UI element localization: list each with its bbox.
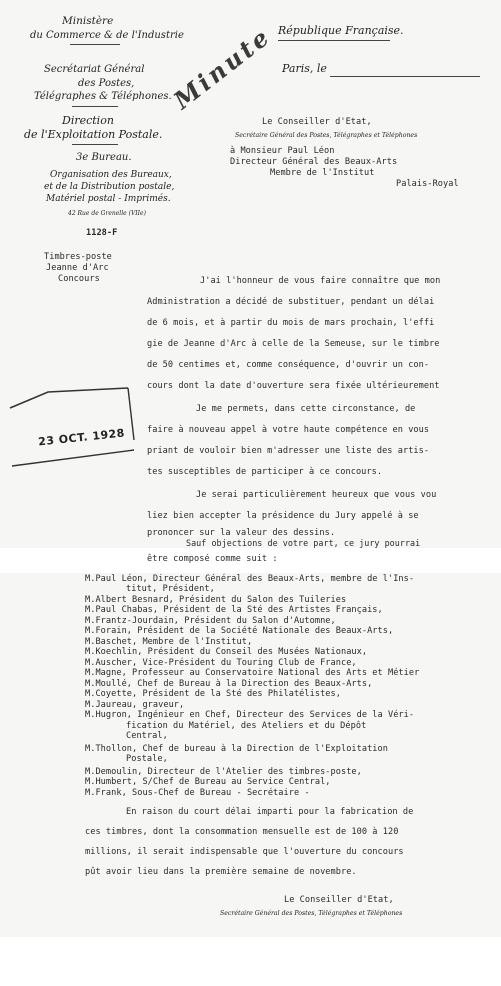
jury-line: M.Auscher, Vice-Président du Touring Club de France, [85, 658, 357, 668]
jury-line: M.Albert Besnard, Président du Salon des Tuileries [85, 595, 347, 605]
ministry-line-1: Ministère [62, 15, 114, 27]
jury-line: M.Magne, Professeur au Conservatoire National des Arts et Métier [85, 668, 420, 678]
jury-line: M.Coyette, Président de la Sté des Philatélistes, [85, 689, 341, 699]
body-line: liez bien accepter la présidence du Jury appelé à se [147, 511, 419, 521]
body-line: tes susceptibles de participer à ce concours. [147, 467, 383, 477]
recipient-line-1: à Monsieur Paul Léon [230, 146, 335, 156]
subject-line-2: Jeanne d'Arc [46, 263, 109, 273]
jury-line: M.Forain, Président de la Société Nationale des Beaux-Arts, [85, 626, 394, 636]
body-line: être composé comme suit : [147, 554, 278, 564]
recipient-line-3: Membre de l'Institut [270, 168, 375, 178]
body-line: gie de Jeanne d'Arc à celle de la Semeuse, sur le timbre [147, 339, 440, 349]
received-date-text: 23 OCT. 1928 [37, 426, 126, 449]
subject-line-3: Concours [58, 274, 100, 284]
minute-stamp: Minute [168, 21, 277, 115]
jury-line: M.Frank, Sous-Chef de Bureau - Secrétaire - [85, 788, 310, 798]
body-line: de 50 centimes et, comme conséquence, d'ouvrir un con- [147, 360, 430, 370]
organisation-line-1: Organisation des Bureaux, [50, 170, 172, 180]
jury-line: M.Koechlin, Président du Conseil des Musées Nationaux, [85, 647, 368, 657]
jury-line: M.Thollon, Chef de bureau à la Direction de l'Exploitation [85, 744, 388, 754]
secretariat-line-3: Télégraphes & Téléphones. [34, 91, 172, 102]
jury-line: M.Moullé, Chef de Bureau à la Direction des Beaux-Arts, [85, 679, 373, 689]
republic-header: République Française. [278, 24, 404, 37]
jury-line: M.Baschet, Membre de l'Institut, [85, 637, 253, 647]
signature-title: Secrétaire Général des Postes, Télégraphes et Téléphones [220, 910, 403, 917]
closing-line: pût avoir lieu dans la première semaine de novembre. [85, 867, 357, 877]
sender-office: Secrétaire Général des Postes, Télégraphes et Téléphones [235, 132, 418, 139]
place-date-label: Paris, le [282, 62, 327, 75]
jury-line: Central, [126, 731, 168, 741]
closing-line: millions, il serait indispensable que l'ouverture du concours [85, 847, 404, 857]
letter-page-2 [0, 573, 501, 937]
closing-line: En raison du court délai imparti pour la fabrication de [126, 807, 414, 817]
address-note: 42 Rue de Grenelle (VIIe) [68, 210, 146, 217]
secretariat-line-1: Secrétariat Général [44, 64, 145, 75]
date-line [330, 76, 480, 77]
organisation-line-3: Matériel postal - Imprimés. [46, 194, 171, 204]
body-line: priant de vouloir bien m'adresser une liste des artis- [147, 446, 430, 456]
body-line: Sauf objections de votre part, ce jury pourrai [186, 538, 421, 548]
jury-line: M.Frantz-Jourdain, Président du Salon d'Automne, [85, 616, 336, 626]
signature: Le Conseiller d'Etat, [284, 895, 394, 905]
divider [72, 106, 118, 107]
secretariat-line-2: des Postes, [78, 78, 135, 89]
subject-line-1: Timbres-poste [44, 252, 112, 262]
direction-line-1: Direction [62, 114, 114, 127]
jury-line: M.Hugron, Ingénieur en Chef, Directeur des Services de la Véri- [85, 710, 415, 720]
bureau-label: 3e Bureau. [76, 152, 132, 163]
body-line: faire à nouveau appel à votre haute compétence en vous [147, 425, 430, 435]
body-line: Administration a décidé de substituer, pendant un délai [147, 297, 435, 307]
jury-line: Postale, [126, 754, 168, 764]
divider [70, 44, 120, 45]
organisation-line-2: et de la Distribution postale, [44, 182, 175, 192]
body-line: cours dont la date d'ouverture sera fixée ultérieurement [147, 381, 440, 391]
recipient-line-2: Directeur Général des Beaux-Arts [230, 157, 398, 167]
ministry-line-2: du Commerce & de l'Industrie [30, 30, 184, 41]
divider [72, 144, 118, 145]
jury-line: M.Paul Chabas, Président de la Sté des Artistes Français, [85, 605, 383, 615]
jury-line: M.Jaureau, graveur, [85, 700, 185, 710]
direction-line-2: de l'Exploitation Postale. [24, 128, 163, 141]
closing-line: ces timbres, dont la consommation mensuelle est de 100 à 120 [85, 827, 399, 837]
body-line: Je me permets, dans cette circonstance, de [196, 404, 416, 414]
body-line: Je serai particulièrement heureux que vous vou [196, 490, 437, 500]
sender-title: Le Conseiller d'Etat, [262, 117, 372, 127]
divider [278, 40, 390, 41]
reference-number: 1128-F [86, 228, 118, 238]
jury-line: titut, Président, [126, 584, 215, 594]
body-line: prononcer sur la valeur des dessins. [147, 528, 336, 538]
recipient-line-4: Palais-Royal [396, 179, 459, 189]
body-line: J'ai l'honneur de vous faire connaître que mon [200, 276, 441, 286]
body-line: de 6 mois, et à partir du mois de mars prochain, l'effi [147, 318, 435, 328]
jury-line: M.Demoulin, Directeur de l'Atelier des timbres-poste, [85, 767, 362, 777]
jury-line: M.Paul Léon, Directeur Général des Beaux-Arts, membre de l'Ins- [85, 574, 415, 584]
jury-line: fication du Matériel, des Ateliers et du Dépôt [126, 721, 367, 731]
received-date-stamp [8, 380, 138, 468]
jury-line: M.Humbert, S/Chef de Bureau au Service Central, [85, 777, 331, 787]
